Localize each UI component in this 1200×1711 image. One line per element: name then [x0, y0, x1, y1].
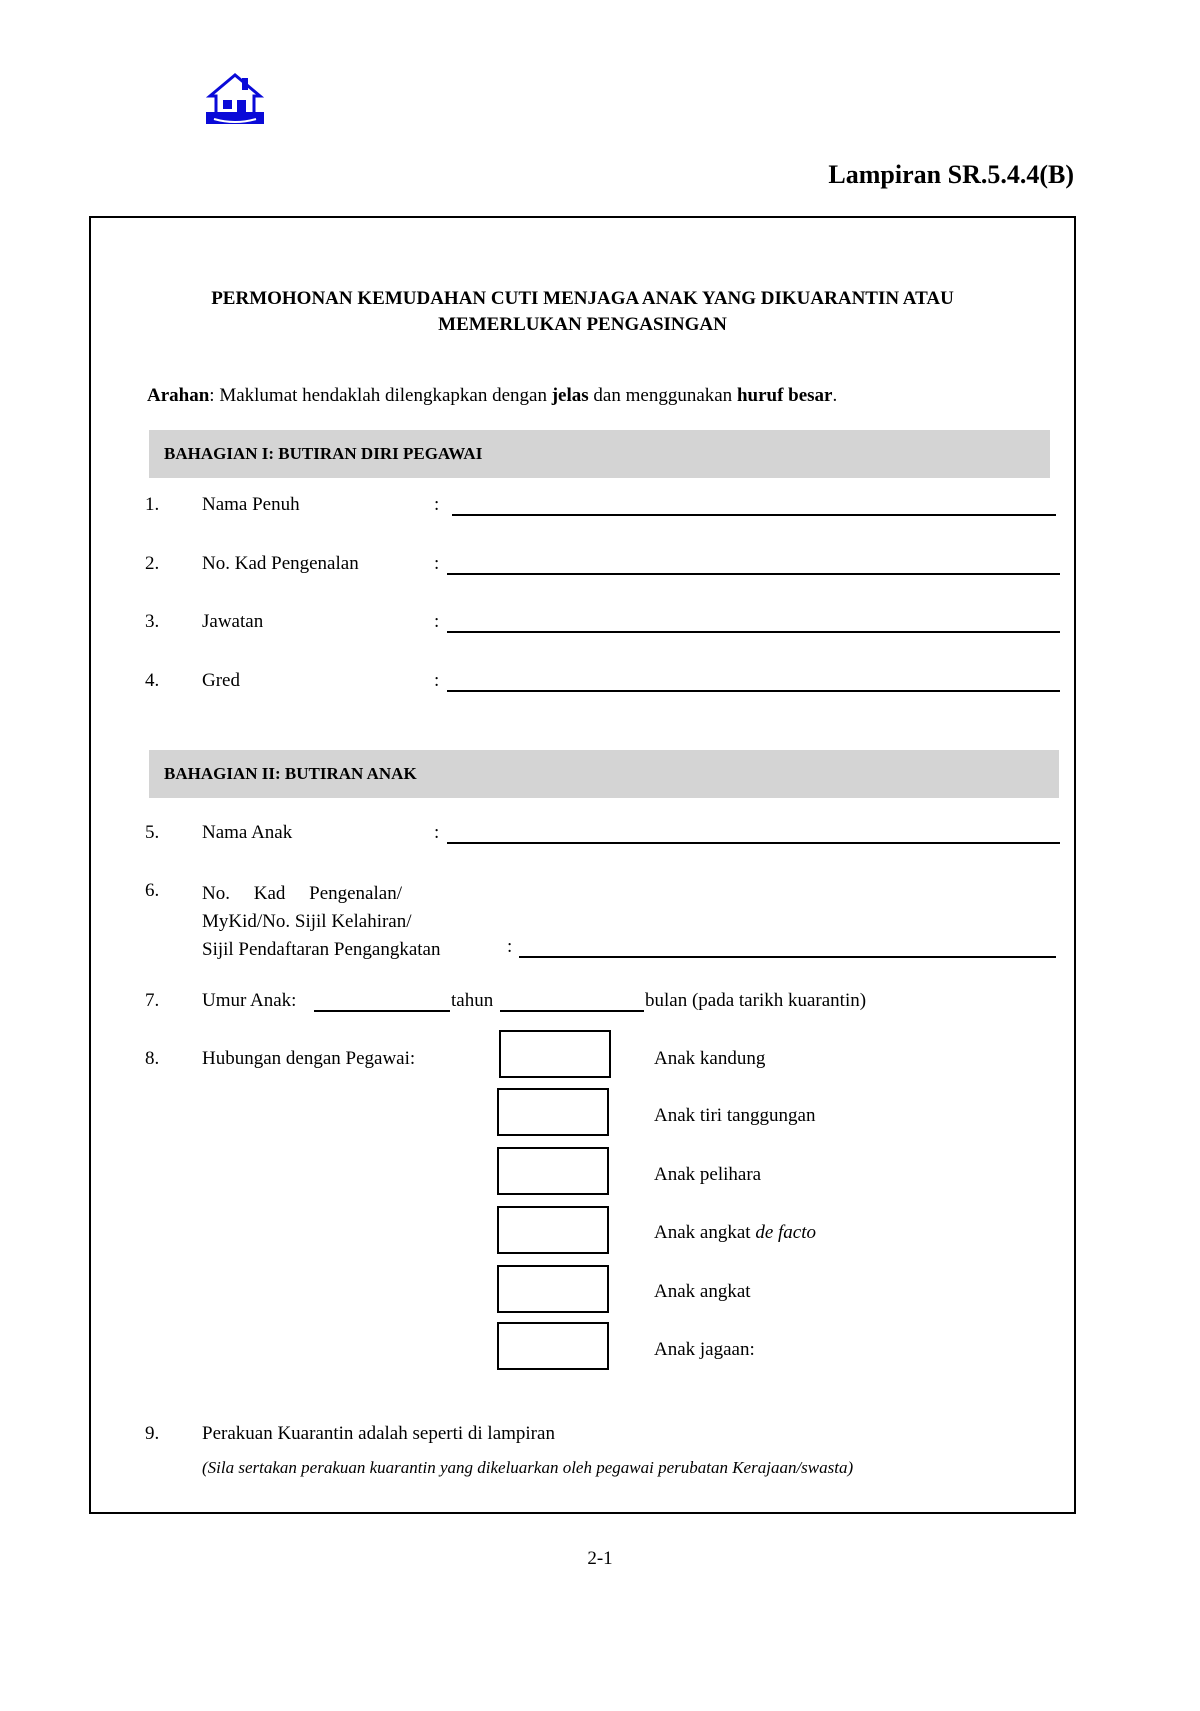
item-6-colon: :: [507, 936, 513, 957]
item-3-number: 3.: [145, 611, 160, 632]
item-6-label: [202, 880, 441, 964]
checkbox-anak-jagaan[interactable]: [497, 1322, 609, 1370]
form-frame: [89, 216, 1076, 1514]
item-6-label-line-3: Sijil Pendaftaran Pengangkatan: [202, 939, 441, 960]
item-6-label-line-2: MyKid/No. Sijil Kelahiran/: [202, 911, 412, 932]
option-anak-kandung: Anak kandung: [654, 1048, 766, 1069]
instructions-bold-2: huruf besar: [736, 385, 833, 406]
grade-field[interactable]: [447, 690, 1060, 692]
item-7-years-label: tahun: [451, 990, 494, 1011]
item-6-number: 6.: [145, 880, 160, 901]
item-3-colon: :: [434, 611, 440, 632]
house-logo-icon: [204, 72, 266, 128]
item-4-colon: :: [434, 670, 440, 691]
section-2-header: BAHAGIAN II: BUTIRAN ANAK: [149, 750, 1059, 798]
option-anak-angkat: Anak angkat: [654, 1281, 751, 1302]
full-name-field[interactable]: [452, 514, 1056, 516]
instructions-label: Arahan: [147, 385, 210, 406]
child-id-field[interactable]: [519, 956, 1056, 958]
item-3-label: Jawatan: [202, 611, 264, 632]
item-1-colon: :: [434, 494, 440, 515]
item-6-label-line-1: No. Kad Pengenalan/: [202, 883, 402, 904]
item-5-label: Nama Anak: [202, 822, 293, 843]
appendix-reference: Lampiran SR.5.4.4(B): [828, 160, 1074, 189]
form-title: [91, 286, 1074, 338]
age-months-field[interactable]: [500, 1010, 644, 1012]
item-2-colon: :: [434, 553, 440, 574]
child-name-field[interactable]: [447, 842, 1060, 844]
instructions-text-1: : Maklumat hendaklah dilengkapkan dengan: [209, 385, 552, 406]
item-1-label: Nama Penuh: [202, 494, 300, 515]
checkbox-anak-pelihara[interactable]: [497, 1147, 609, 1195]
item-4-number: 4.: [145, 670, 160, 691]
item-2-number: 2.: [145, 553, 160, 574]
item-7-number: 7.: [145, 990, 160, 1011]
page-number: 2-1: [587, 1548, 613, 1569]
item-9-label: Perakuan Kuarantin adalah seperti di lampiran: [202, 1423, 555, 1444]
checkbox-anak-tiri-tanggungan[interactable]: [497, 1088, 609, 1136]
instructions-text-2: dan menggunakan: [588, 385, 737, 406]
option-anak-jagaan: Anak jagaan:: [654, 1339, 755, 1360]
form-title-line-2: MEMERLUKAN PENGASINGAN: [438, 314, 727, 335]
checkbox-anak-angkat-de-facto[interactable]: [497, 1206, 609, 1254]
item-2-label: No. Kad Pengenalan: [202, 553, 359, 574]
checkbox-anak-angkat[interactable]: [497, 1265, 609, 1313]
item-5-colon: :: [434, 822, 440, 843]
option-anak-pelihara: Anak pelihara: [654, 1164, 762, 1185]
item-8-number: 8.: [145, 1048, 160, 1069]
form-title-line-1: PERMOHONAN KEMUDAHAN CUTI MENJAGA ANAK YANG DIKUARANTIN ATAU: [211, 288, 954, 309]
position-field[interactable]: [447, 631, 1060, 633]
section-1-header: BAHAGIAN I: BUTIRAN DIRI PEGAWAI: [149, 430, 1050, 478]
instructions-end: .: [832, 385, 838, 406]
item-8-label: Hubungan dengan Pegawai:: [202, 1048, 416, 1069]
item-9-note: (Sila sertakan perakuan kuarantin yang dikeluarkan oleh pegawai perubatan Kerajaan/swasta): [202, 1458, 854, 1477]
option-de-facto-italic: de facto: [755, 1222, 816, 1243]
item-7-label: Umur Anak:: [202, 990, 297, 1011]
item-4-label: Gred: [202, 670, 240, 691]
instructions: [147, 385, 837, 407]
item-5-number: 5.: [145, 822, 160, 843]
checkbox-anak-kandung[interactable]: [499, 1030, 611, 1078]
item-9-number: 9.: [145, 1423, 160, 1444]
option-anak-angkat-de-facto: [654, 1222, 816, 1244]
item-7-months-label: bulan (pada tarikh kuarantin): [645, 990, 867, 1011]
option-anak-angkat-de-facto-text: Anak angkat: [654, 1222, 756, 1243]
instructions-bold-1: jelas: [551, 385, 589, 406]
item-1-number: 1.: [145, 494, 160, 515]
ic-number-field[interactable]: [447, 573, 1060, 575]
option-anak-tiri-tanggungan: Anak tiri tanggungan: [654, 1105, 816, 1126]
age-years-field[interactable]: [314, 1010, 450, 1012]
